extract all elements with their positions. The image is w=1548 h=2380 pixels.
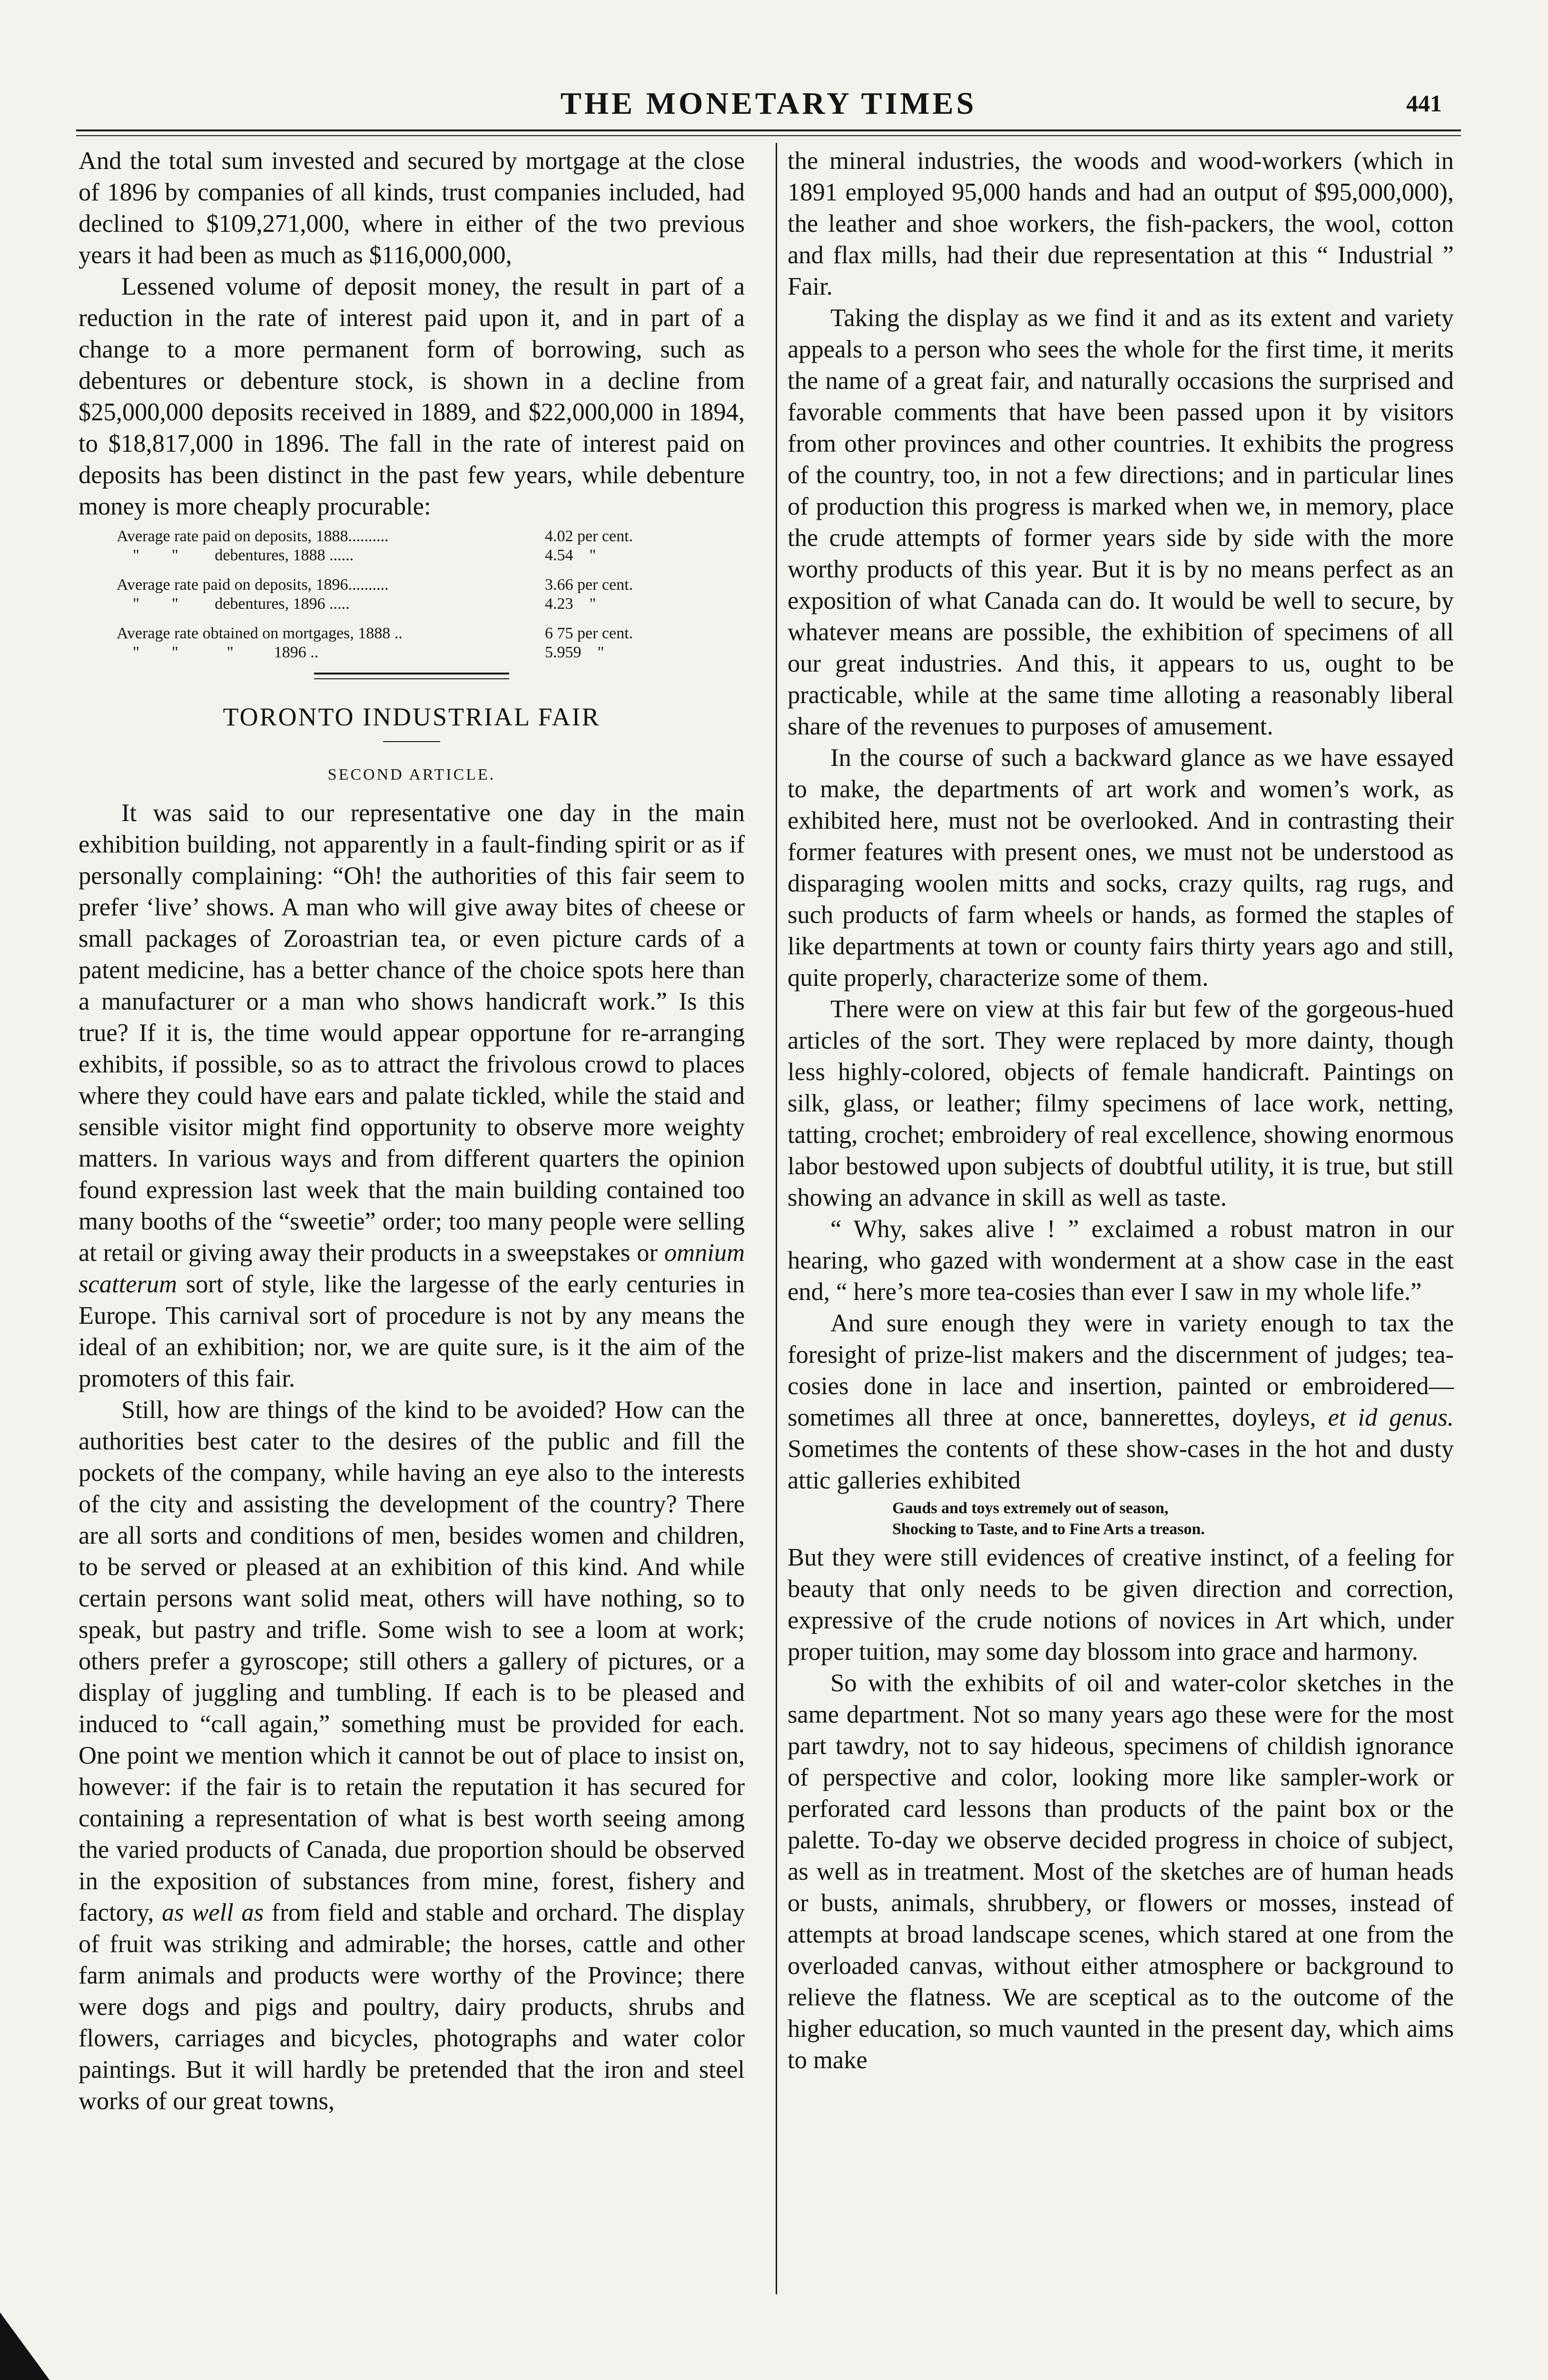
rate-row [117, 595, 745, 614]
paragraph: Taking the display as we find it and as its extent and variety appeals to a person who sees the whole for the first time, it merits the name of a great fair, and naturally occasions the surprised and favorable comments that have been passed upon it by visitors from other provinces and other countries. It exhibits the progress of the country, too, in not a few directions; and in particular lines of production this progress is marked when we, in memory, place the crude attempts of former years side by side with the more worthy products of this year. But it is by no means perfect as an exposition of what Canada can do. It would be well to secure, by whatever means are possible, the exhibition of specimens of all our great industries. And this, it appears to us, ought to be practicable, while at the same time alloting a reasonably liberal share of the revenues to purposes of amusement. [788, 304, 1454, 740]
rate-value: 4.23 " [545, 595, 596, 613]
rate-label: Average rate paid on deposits, 1896.......... [117, 576, 389, 594]
verse-line: Gauds and toys extremely out of season, [892, 1499, 1169, 1517]
paragraph: So with the exhibits of oil and water-color sketches in the same department. Not so many years ago these were for the most part tawdry, not to say hideous, specimens of childish ignorance of perspective and color, looking more like sampler-work or perforated card lessons than products of the paint box or the palette. To-day we observe decided progress in choice of subject, as well as in treatment. Most of the sketches are of human heads or busts, animals, shrubbery, or flowers or mosses, instead of attempts at broad landscape scenes, which stared at one from the overloaded canvas, without either atmosphere or background to relieve the flatness. We are sceptical as to the outcome of the higher education, so much vaunted in the present day, which aims to make [788, 1669, 1454, 2074]
paragraph: “ Why, sakes alive ! ” exclaimed a robust matron in our hearing, who gazed with wonderment at a show case in the east end, “ here’s more tea-cosies than ever I saw in my whole life.” [788, 1215, 1454, 1306]
rate-value: 4.54 " [545, 546, 596, 564]
publication-title: THE MONETARY TIMES [560, 86, 977, 121]
rate-value: 3.66 per cent. [545, 576, 633, 594]
rate-row [117, 575, 745, 595]
paragraph-text: And sure enough they were in variety enough to tax the foresight of prize-list makers and the discernment of judges; tea-cosies done in lace and insertion, painted or embroidered—sometimes all three at once, bannerettes, doyleys, [788, 1309, 1454, 1431]
paragraph: Lessened volume of deposit money, the result in part of a reduction in the rate of interest paid upon it, and in part of a change to a more permanent form of borrowing, such as debentures or debenture stock, is shown in a decline from $25,000,000 deposits received in 1889, and $22,000,000 in 1894, to $18,817,000 in 1896. The fall in the rate of interest paid on deposits has been distinct in the past few years, while debenture money is more cheaply procurable: [79, 273, 745, 520]
page-number: 441 [1406, 90, 1442, 117]
italic-phrase: omnium scatterum [79, 1239, 745, 1298]
rate-label: Average rate obtained on mortgages, 1888 .. [117, 625, 403, 642]
paragraph-text: sort of style, like the largesse of the early centuries in Europe. This carnival sort of procedure is not by any means the ideal of an exhibition; nor, we are quite sure, is it the aim of the promoters of this fair. [79, 1270, 745, 1392]
masthead-rule-thin [76, 135, 1461, 136]
masthead [76, 81, 1461, 133]
italic-phrase: et id genus. [1328, 1404, 1454, 1431]
left-column [79, 145, 745, 2117]
masthead-rule [76, 129, 1461, 131]
paragraph-text: It was said to our representative one day in the main exhibition building, not apparently in a fault-finding spirit or as if personally complaining: “Oh! the authorities of this fair seem to prefer ‘live’ shows. A man who will give away bites of cheese or small packages of Zoroastrian tea, or even picture cards of a patent medicine, has a better chance of the choice spots here than a manufacturer or a man who shows handicraft work.” Is this true? If it is, the time would appear opportune for re-arranging exhibits, if possible, so as to attract the frivolous crowd to places where they could have ears and palate tickled, while the staid and sensible visitor might find opportunity to observe more weighty matters. In various ways and from different quarters the opinion found expression last week that the main building contained too many booths of the “sweetie” order; too many people were selling at retail or giving away their products in a sweepstakes or [79, 799, 745, 1267]
paragraph-text: Still, how are things of the kind to be avoided? How can the authorities best cater to the desires of the public and fill the pockets of the company, while having an eye also to the interests of the city and assisting the development of the country? There are all sorts and conditions of men, besides women and children, to be served or pleased at an exhibition of this kind. And while certain persons want solid meat, others will have nothing, so to speak, but pastry and trifle. Some wish to see a loom at work; others prefer a gyroscope; still others a gallery of pictures, or a display of juggling and tumbling. If each is to be pleased and induced to “call again,” something must be provided for each. One point we mention which it cannot be out of place to insist on, however: if the fair is to retain the reputation it has secured for containing a representation of what is best worth seeing among the varied products of Canada, due proportion should be observed in the exposition of substances from mine, forest, fishery and factory, [79, 1396, 745, 1926]
column-divider [776, 143, 777, 2294]
rate-value: 5.959 " [545, 644, 604, 661]
title-underline [383, 741, 440, 742]
article-subtitle: SECOND ARTICLE. [327, 766, 496, 783]
section-separator-thin [314, 678, 509, 679]
rate-group-deposits-1888 [117, 527, 745, 565]
rate-group-deposits-1896 [117, 575, 745, 614]
quoted-verse [892, 1498, 1454, 1540]
paragraph: And the total sum invested and secured by mortgage at the close of 1896 by companies of all kinds, trust companies included, had declined to $109,271,000, where in either of the two previous years it had been as much as $116,000,000, [79, 147, 745, 269]
rate-row [117, 624, 745, 643]
paragraph-text: Sometimes the contents of these show-cases in the hot and dusty attic galleries exhibited [788, 1435, 1454, 1494]
paragraph [788, 1308, 1454, 1496]
rate-label: " " debentures, 1896 ..... [117, 595, 350, 613]
paragraph: the mineral industries, the woods and wood-workers (which in 1891 employed 95,000 hands and had an output of $95,000,000), the leather and shoe workers, the fish-packers, the wool, cotton and flax mills, had their due representation at this “ Industrial ” Fair. [788, 147, 1454, 300]
rate-value: 4.02 per cent. [545, 527, 633, 545]
rate-value: 6 75 per cent. [545, 625, 633, 642]
rate-row [117, 546, 745, 565]
paragraph: But they were still evidences of creative instinct, of a feeling for beauty that only needs to be given direction and correction, expressive of the crude notions of novices in Art which, under proper tuition, may some day blossom into grace and harmony. [788, 1544, 1454, 1666]
rate-label: " " debentures, 1888 ...... [117, 546, 354, 564]
scan-corner-mark [0, 2312, 52, 2380]
section-separator [314, 673, 509, 674]
paragraph-text: from field and stable and orchard. The display of fruit was striking and admirable; the horses, cattle and other farm animals and products were worthy of the Province; there were dogs and pigs and poultry, dairy products, shrubs and flowers, carriages and bicycles, photographs and water color paintings. But it will hardly be pretended that the iron and steel works of our great towns, [79, 1899, 745, 2115]
paragraph: There were on view at this fair but few of the gorgeous-hued articles of the sort. They were replaced by more dainty, though less highly-colored, objects of female handicraft. Paintings on silk, glass, or leather; filmy specimens of lace work, netting, tatting, crochet; embroidery of real excellence, showing enormous labor bestowed upon subjects of doubtful utility, it is true, but still showing an advance in skill as well as taste. [788, 995, 1454, 1211]
rate-label: Average rate paid on deposits, 1888.......... [117, 527, 389, 545]
rate-row [117, 527, 745, 546]
article-title: TORONTO INDUSTRIAL FAIR [223, 703, 601, 731]
rate-label: " " " 1896 .. [117, 644, 319, 661]
paragraph [79, 797, 745, 1394]
italic-phrase: as well as [161, 1899, 264, 1926]
rate-group-mortgages [117, 624, 745, 662]
right-column [788, 145, 1454, 2076]
rate-row [117, 643, 745, 662]
interest-rate-table [117, 527, 745, 662]
paragraph: In the course of such a backward glance as we have essayed to make, the departments of art work and women’s work, as exhibited here, must not be overlooked. And in contrasting their former features with present ones, we must not be understood as disparaging woolen mitts and socks, crazy quilts, rag rugs, and such products of farm wheels or hands, as formed the staples of like departments at town or county fairs thirty years ago and still, quite properly, characterize some of them. [788, 744, 1454, 992]
verse-line: Shocking to Taste, and to Fine Arts a treason. [892, 1520, 1205, 1538]
paragraph [79, 1394, 745, 2117]
